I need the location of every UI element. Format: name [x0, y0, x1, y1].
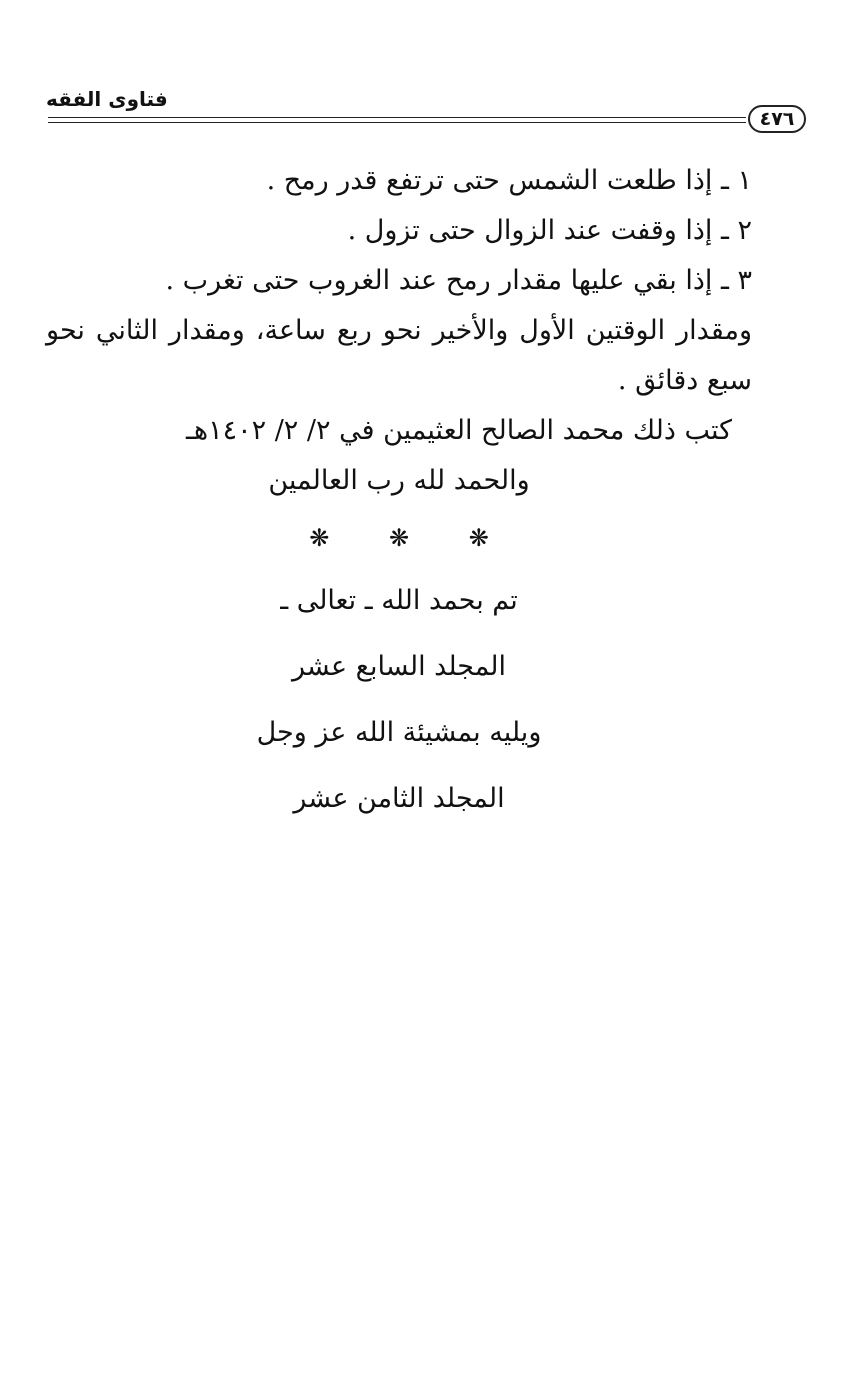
- colophon-volume-next: المجلد الثامن عشر: [293, 783, 505, 814]
- list-item: ٣ ـ إذا بقي عليها مقدار رمح عند الغروب حتى تغرب .: [165, 265, 752, 296]
- page-body: [46, 156, 752, 832]
- list-item: ١ ـ إذا طلعت الشمس حتى ترتفع قدر رمح .: [266, 165, 752, 196]
- asterism-icon: ❋: [388, 524, 410, 552]
- header-rule-bottom: [48, 122, 746, 123]
- asterism-icon: ❋: [309, 524, 330, 552]
- running-title: فتاوى الفقه: [46, 87, 168, 111]
- header-rule-top: [48, 117, 746, 118]
- page-number: ٤٧٦: [759, 107, 795, 130]
- duration-note: ومقدار الوقتين الأول والأخير نحو ربع ساعة، ومقدار الثاني نحو سبع دقائق .: [46, 315, 752, 396]
- list-item: ٢ ـ إذا وقفت عند الزوال حتى تزول .: [347, 215, 752, 246]
- page-number-badge: [748, 105, 806, 133]
- colophon-line: تم بحمد الله ـ تعالى ـ: [280, 585, 518, 616]
- page-header: [46, 84, 806, 144]
- asterism-icon: ❋: [468, 524, 489, 552]
- colophon-volume-current: المجلد السابع عشر: [291, 651, 507, 682]
- colophon-line: ويليه بمشيئة الله عز وجل: [256, 717, 542, 748]
- section-separator: [46, 518, 752, 558]
- signature-line: كتب ذلك محمد الصالح العثيمين في ٢/ ٢/ ١٤٠٢هـ: [185, 415, 732, 446]
- closing-praise: والحمد لله رب العالمين: [268, 465, 530, 496]
